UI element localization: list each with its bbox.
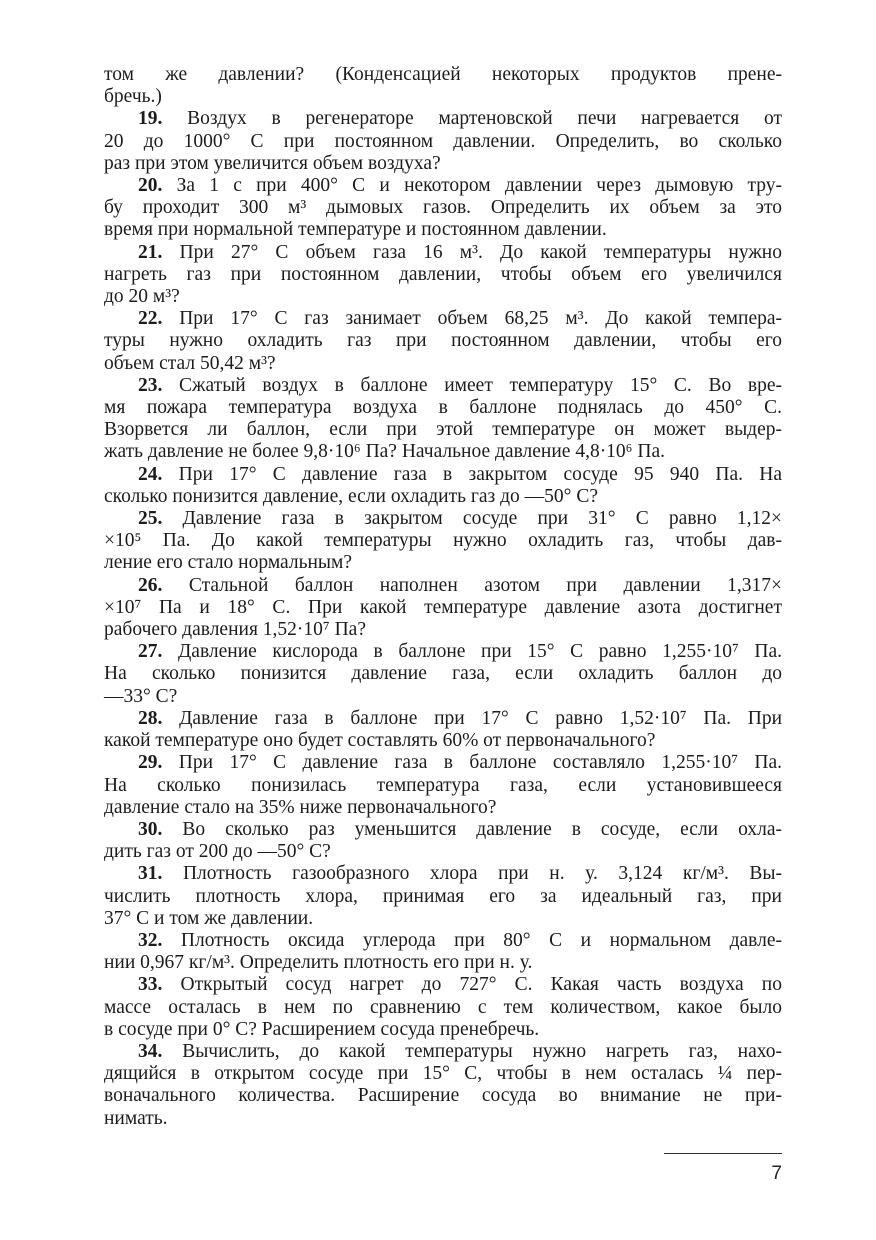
- problem-first-line: [104, 464, 782, 486]
- problem-number: 32.: [138, 929, 163, 951]
- problem-text: За 1 с при 400° C и некотором давлении через дымовую тру-: [176, 175, 782, 197]
- problem-text: дящийся в открытом сосуде при 15° C, чтобы в нем осталась ¼ пер-: [104, 1063, 782, 1085]
- problem-line: [104, 1063, 782, 1085]
- problem-first-line: [104, 708, 782, 730]
- problem-text: время при нормальной температуре и постоянном давлении.: [104, 219, 607, 241]
- problem-line: [104, 952, 782, 974]
- problem-number: 19.: [138, 108, 163, 130]
- problem-text: ление его стало нормальным?: [104, 552, 353, 574]
- problem-text: ×10⁷ Па и 18° C. При какой температуре давление азота достигнет: [104, 596, 782, 618]
- problem-text: Плотность оксида углерода при 80° C и нормальном давле-: [180, 929, 782, 951]
- problem-line: [104, 597, 782, 619]
- problem-line: [104, 797, 782, 819]
- problem-number: 27.: [138, 641, 163, 663]
- problem-text: Во сколько раз уменьшится давление в сосуде, если охла-: [182, 818, 782, 840]
- problem-line: [104, 264, 782, 286]
- problem-line: [104, 397, 782, 419]
- problem-text: 20 до 1000° C при постоянном давлении. Определить, во сколько: [104, 130, 782, 152]
- problem-line: [104, 441, 782, 463]
- problem-text: Взорвется ли баллон, если при этой температуре он может выдер-: [104, 419, 782, 441]
- problem-text: сколько понизится давление, если охладить газ до —50° C?: [104, 485, 599, 507]
- problem-line: [104, 1019, 782, 1041]
- continuation-line: том же давлении? (Конденсацией некоторых продуктов прене-: [104, 64, 782, 85]
- problem-number: 21.: [138, 241, 163, 263]
- problem-text: 37° C и том же давлении.: [104, 907, 314, 929]
- problems-text: [104, 64, 782, 1130]
- continuation-line: бречь.): [104, 86, 162, 108]
- problem-first-line: [104, 242, 782, 264]
- problem-line: [104, 997, 782, 1019]
- problem-line: [104, 908, 782, 930]
- problem-text: При 17° C давление газа в закрытом сосуде 95 940 Па. На: [178, 463, 783, 485]
- problem-line: [104, 841, 782, 863]
- problem-first-line: [104, 819, 782, 841]
- problem-list: [104, 108, 782, 1129]
- problem-text: давление стало на 35% ниже первоначального?: [104, 796, 497, 818]
- problem-first-line: [104, 641, 782, 663]
- problem-first-line: [104, 308, 782, 330]
- problem-line: [104, 663, 782, 685]
- problem-text: Воздух в регенераторе мартеновской печи нагревается от: [187, 108, 782, 130]
- problem-text: до 20 м³?: [104, 286, 180, 308]
- problem-number: 26.: [138, 574, 163, 596]
- problem-first-line: [104, 930, 782, 952]
- problem-line: [104, 1108, 782, 1130]
- problem-text: Сжатый воздух в баллоне имеет температуру 15° C. Во вре-: [179, 374, 782, 396]
- problem-text: какой температуре оно будет составлять 60% от первоначального?: [104, 730, 656, 752]
- problem-line: [104, 775, 782, 797]
- problem-line: [104, 1085, 782, 1107]
- problem-line: [104, 197, 782, 219]
- problem-first-line: [104, 1041, 782, 1063]
- problem-line: [104, 730, 782, 752]
- problem-line: [104, 219, 782, 241]
- problem-line: [104, 552, 782, 574]
- problem-first-line: [104, 375, 782, 397]
- problem-line: [104, 286, 782, 308]
- problem-line: [104, 419, 782, 441]
- problem-text: рабочего давления 1,52·10⁷ Па?: [104, 619, 366, 641]
- problem-line: [104, 886, 782, 908]
- problem-text: При 17° C газ занимает объем 68,25 м³. До какой темпера-: [179, 308, 782, 330]
- problem-number: 34.: [138, 1040, 163, 1062]
- problem-text: —33° C?: [104, 685, 178, 707]
- problem-text: При 17° C давление газа в баллоне составляло 1,255·10⁷ Па.: [178, 752, 783, 774]
- problem-text: Давление кислорода в баллоне при 15° C равно 1,255·10⁷ Па.: [177, 641, 783, 663]
- problem-text: При 27° C объем газа 16 м³. До какой температуры нужно: [179, 241, 782, 263]
- problem-first-line: [104, 752, 782, 774]
- problem-number: 23.: [138, 374, 163, 396]
- problem-line: [104, 353, 782, 375]
- problem-text: Давление газа в закрытом сосуде при 31° C равно 1,12×: [182, 508, 783, 530]
- problem-text: Стальной баллон наполнен азотом при давлении 1,317×: [188, 574, 783, 596]
- problem-text: массе осталась в нем по сравнению с тем количеством, какое было: [104, 996, 782, 1018]
- problem-text: Вычислить, до какой температуры нужно нагреть газ, нахо-: [182, 1040, 783, 1062]
- problem-text: мя пожара температура воздуха в баллоне поднялась до 450° C.: [104, 397, 782, 419]
- problem-line: [104, 686, 782, 708]
- problem-number: 24.: [138, 463, 163, 485]
- problem-line: [104, 530, 782, 552]
- problem-first-line: [104, 108, 782, 130]
- problem-first-line: [104, 974, 782, 996]
- problem-text: раз при этом увеличится объем воздуха?: [104, 152, 441, 174]
- problem-first-line: [104, 508, 782, 530]
- problem-text: туры нужно охладить газ при постоянном давлении, чтобы его: [104, 330, 782, 352]
- problem-number: 33.: [138, 974, 163, 996]
- problem-line: [104, 153, 782, 175]
- problem-text: Давление газа в баллоне при 17° C равно 1,52·10⁷ Па. При: [179, 707, 783, 729]
- page-number: 7: [771, 1163, 782, 1184]
- problem-text: Открытый сосуд нагрет до 727° C. Какая часть воздуха по: [180, 974, 782, 996]
- problem-text: Плотность газообразного хлора при н. у. 3,124 кг/м³. Вы-: [182, 863, 782, 885]
- problem-first-line: [104, 175, 782, 197]
- problem-number: 20.: [138, 175, 163, 197]
- problem-number: 30.: [138, 818, 163, 840]
- problem-text: нимать.: [104, 1107, 168, 1129]
- problem-first-line: [104, 575, 782, 597]
- problem-text: в сосуде при 0° C? Расширением сосуда пренебречь.: [104, 1018, 540, 1040]
- problem-text: воначального количества. Расширение сосуда во внимание не при-: [104, 1085, 782, 1107]
- problem-text: На сколько понизится давление газа, если охладить баллон до: [104, 663, 782, 685]
- problem-text: дить газ от 200 до —50° C?: [104, 841, 331, 863]
- problem-number: 31.: [138, 863, 163, 885]
- problem-text: ×10⁵ Па. До какой температуры нужно охладить газ, чтобы дав-: [104, 530, 782, 552]
- problem-number: 29.: [138, 752, 163, 774]
- problem-number: 22.: [138, 308, 163, 330]
- problem-text: жать давление не более 9,8·10⁶ Па? Начальное давление 4,8·10⁶ Па.: [104, 441, 665, 463]
- problem-text: объем стал 50,42 м³?: [104, 352, 276, 374]
- problem-line: [104, 619, 782, 641]
- problem-text: нагреть газ при постоянном давлении, чтобы объем его увеличился: [104, 263, 782, 285]
- problem-text: числить плотность хлора, принимая его за идеальный газ, при: [104, 885, 782, 907]
- problem-text: бу проходит 300 м³ дымовых газов. Определить их объем за это: [104, 197, 782, 219]
- footer-rule: [664, 1153, 782, 1154]
- problem-line: [104, 131, 782, 153]
- problem-text: нии 0,967 кг/м³. Определить плотность его при н. у.: [104, 952, 533, 974]
- problem-line: [104, 486, 782, 508]
- problem-text: На сколько понизилась температура газа, если установившееся: [104, 774, 782, 796]
- problem-line: [104, 330, 782, 352]
- problem-number: 28.: [138, 707, 163, 729]
- problem-number: 25.: [138, 508, 163, 530]
- problem-first-line: [104, 863, 782, 885]
